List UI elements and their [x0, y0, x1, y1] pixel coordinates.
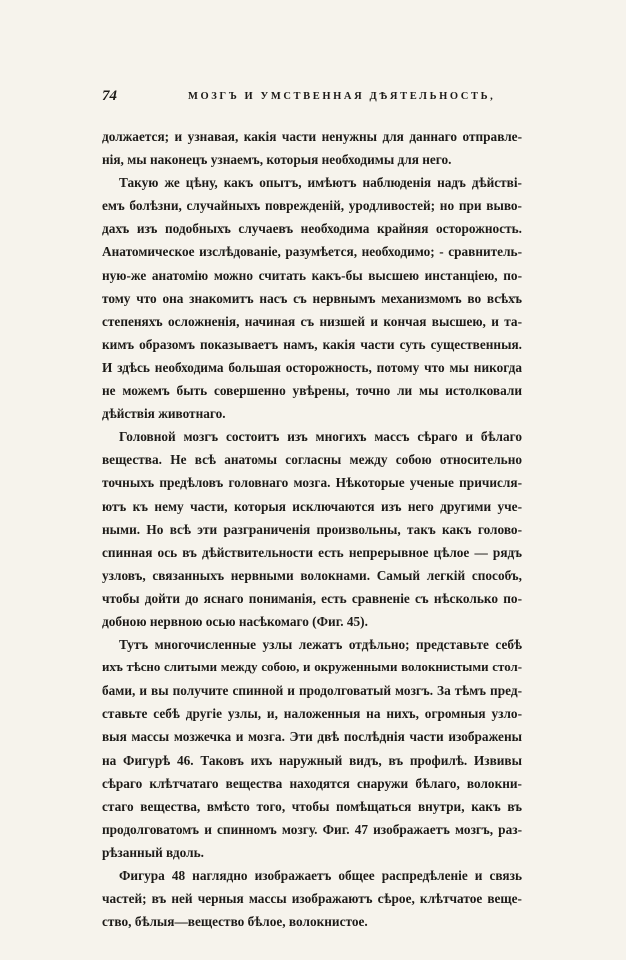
- text-line: Анатомическое изслѣдованіе, разумѣется, необходимо; - сравнитель-: [102, 244, 522, 260]
- text-line: точныхъ предѣловъ головнаго мозга. Нѣкоторые ученые причисля-: [102, 475, 522, 491]
- text-line: ютъ къ нему части, которыя исключаются изъ него другими уче-: [102, 498, 522, 514]
- text-line: добною нервною осью насѣкомаго (Фиг. 45).: [102, 613, 368, 629]
- text-line: стаго вещества, вмѣсто того, чтобы помѣщаться внутри, какъ въ: [102, 798, 522, 814]
- text-line: кимъ образомъ показываетъ намъ, какія части суть существенныя.: [102, 336, 522, 352]
- text-line: сѣраго клѣтчатаго вещества находятся снаружи бѣлаго, волокни-: [102, 775, 522, 791]
- text-line: выя массы мозжечка и мозга. Эти двѣ послѣднія части изображены: [102, 729, 522, 745]
- running-head: МОЗГЪ И УМСТВЕННАЯ ДѢЯТЕЛЬНОСТЬ,: [188, 91, 496, 102]
- page-header: [102, 88, 526, 110]
- text-line: ихъ тѣсно слитыми между собою, и окруженными волокнистыми стол-: [102, 660, 522, 675]
- body-text: [102, 125, 522, 933]
- page-number: 74: [102, 88, 117, 104]
- text-line: частей; въ ней черныя массы изображаютъ сѣрое, клѣтчатое веще-: [102, 891, 522, 907]
- text-line: Головной мозгъ состоитъ изъ многихъ массъ сѣраго и бѣлаго: [119, 429, 522, 445]
- text-line: ную-же анатомію можно считать какъ-бы высшею инстанціею, по-: [102, 267, 522, 283]
- text-line: Фигура 48 наглядно изображаетъ общее распредѣленіе и связь: [119, 868, 522, 883]
- text-line: емъ болѣзни, случайныхъ поврежденій, уродливостей; но при выво-: [102, 198, 522, 214]
- text-line: вещества. Не всѣ анатомы согласны между собою относительно: [102, 452, 522, 468]
- text-line: И здѣсь необходима большая осторожность, потому что мы никогда: [102, 359, 522, 375]
- text-line: Такую же цѣну, какъ опытъ, имѣютъ наблюденія надъ дѣйстві-: [119, 175, 522, 191]
- text-line: ными. Но всѣ эти разграниченія произвольны, такъ какъ голово-: [102, 521, 522, 537]
- text-line: должается; и узнавая, какія части ненужны для даннаго отправле-: [102, 129, 522, 144]
- text-line: дѣйствія животнаго.: [102, 406, 226, 422]
- text-line: ство, бѣлыя—вещество бѣлое, волокнистое.: [102, 914, 368, 930]
- text-line: ставьте себѣ другіе узлы, и, наложенныя на нихъ, огромныя узло-: [102, 706, 522, 722]
- text-line: чтобы дойти до яснаго пониманія, есть сравненіе съ нѣсколько по-: [102, 590, 522, 606]
- text-line: рѣзанный вдоль.: [102, 844, 204, 860]
- text-line: продолговатомъ и спинномъ мозгу. Фиг. 47 изображаетъ мозгъ, раз-: [102, 821, 522, 837]
- text-line: степеняхъ осложненія, начиная съ низшей и кончая высшею, и та-: [102, 313, 522, 329]
- text-line: не можемъ быть совершенно увѣрены, точно ли мы истолковали: [102, 383, 522, 399]
- text-line: спинная ось въ дѣйствительности есть непрерывное цѣлое — рядъ: [102, 544, 522, 560]
- text-line: узловъ, связанныхъ нервными волокнами. Самый легкій способъ,: [102, 567, 522, 583]
- text-line: дахъ изъ подобныхъ случаевъ необходима крайняя осторожность.: [102, 221, 522, 237]
- text-line: бами, и вы получите спинной и продолговатый мозгъ. За тѣмъ пред-: [102, 683, 522, 699]
- text-line: нія, мы наконецъ узнаемъ, которыя необходимы для него.: [102, 152, 452, 168]
- text-line: Тутъ многочисленные узлы лежатъ отдѣльно; представьте себѣ: [119, 637, 522, 653]
- text-line: тому что она знакомитъ насъ съ нервнымъ механизмомъ во всѣхъ: [102, 290, 522, 306]
- text-line: на Фигурѣ 46. Таковъ ихъ наружный видъ, въ профилѣ. Извивы: [102, 752, 522, 768]
